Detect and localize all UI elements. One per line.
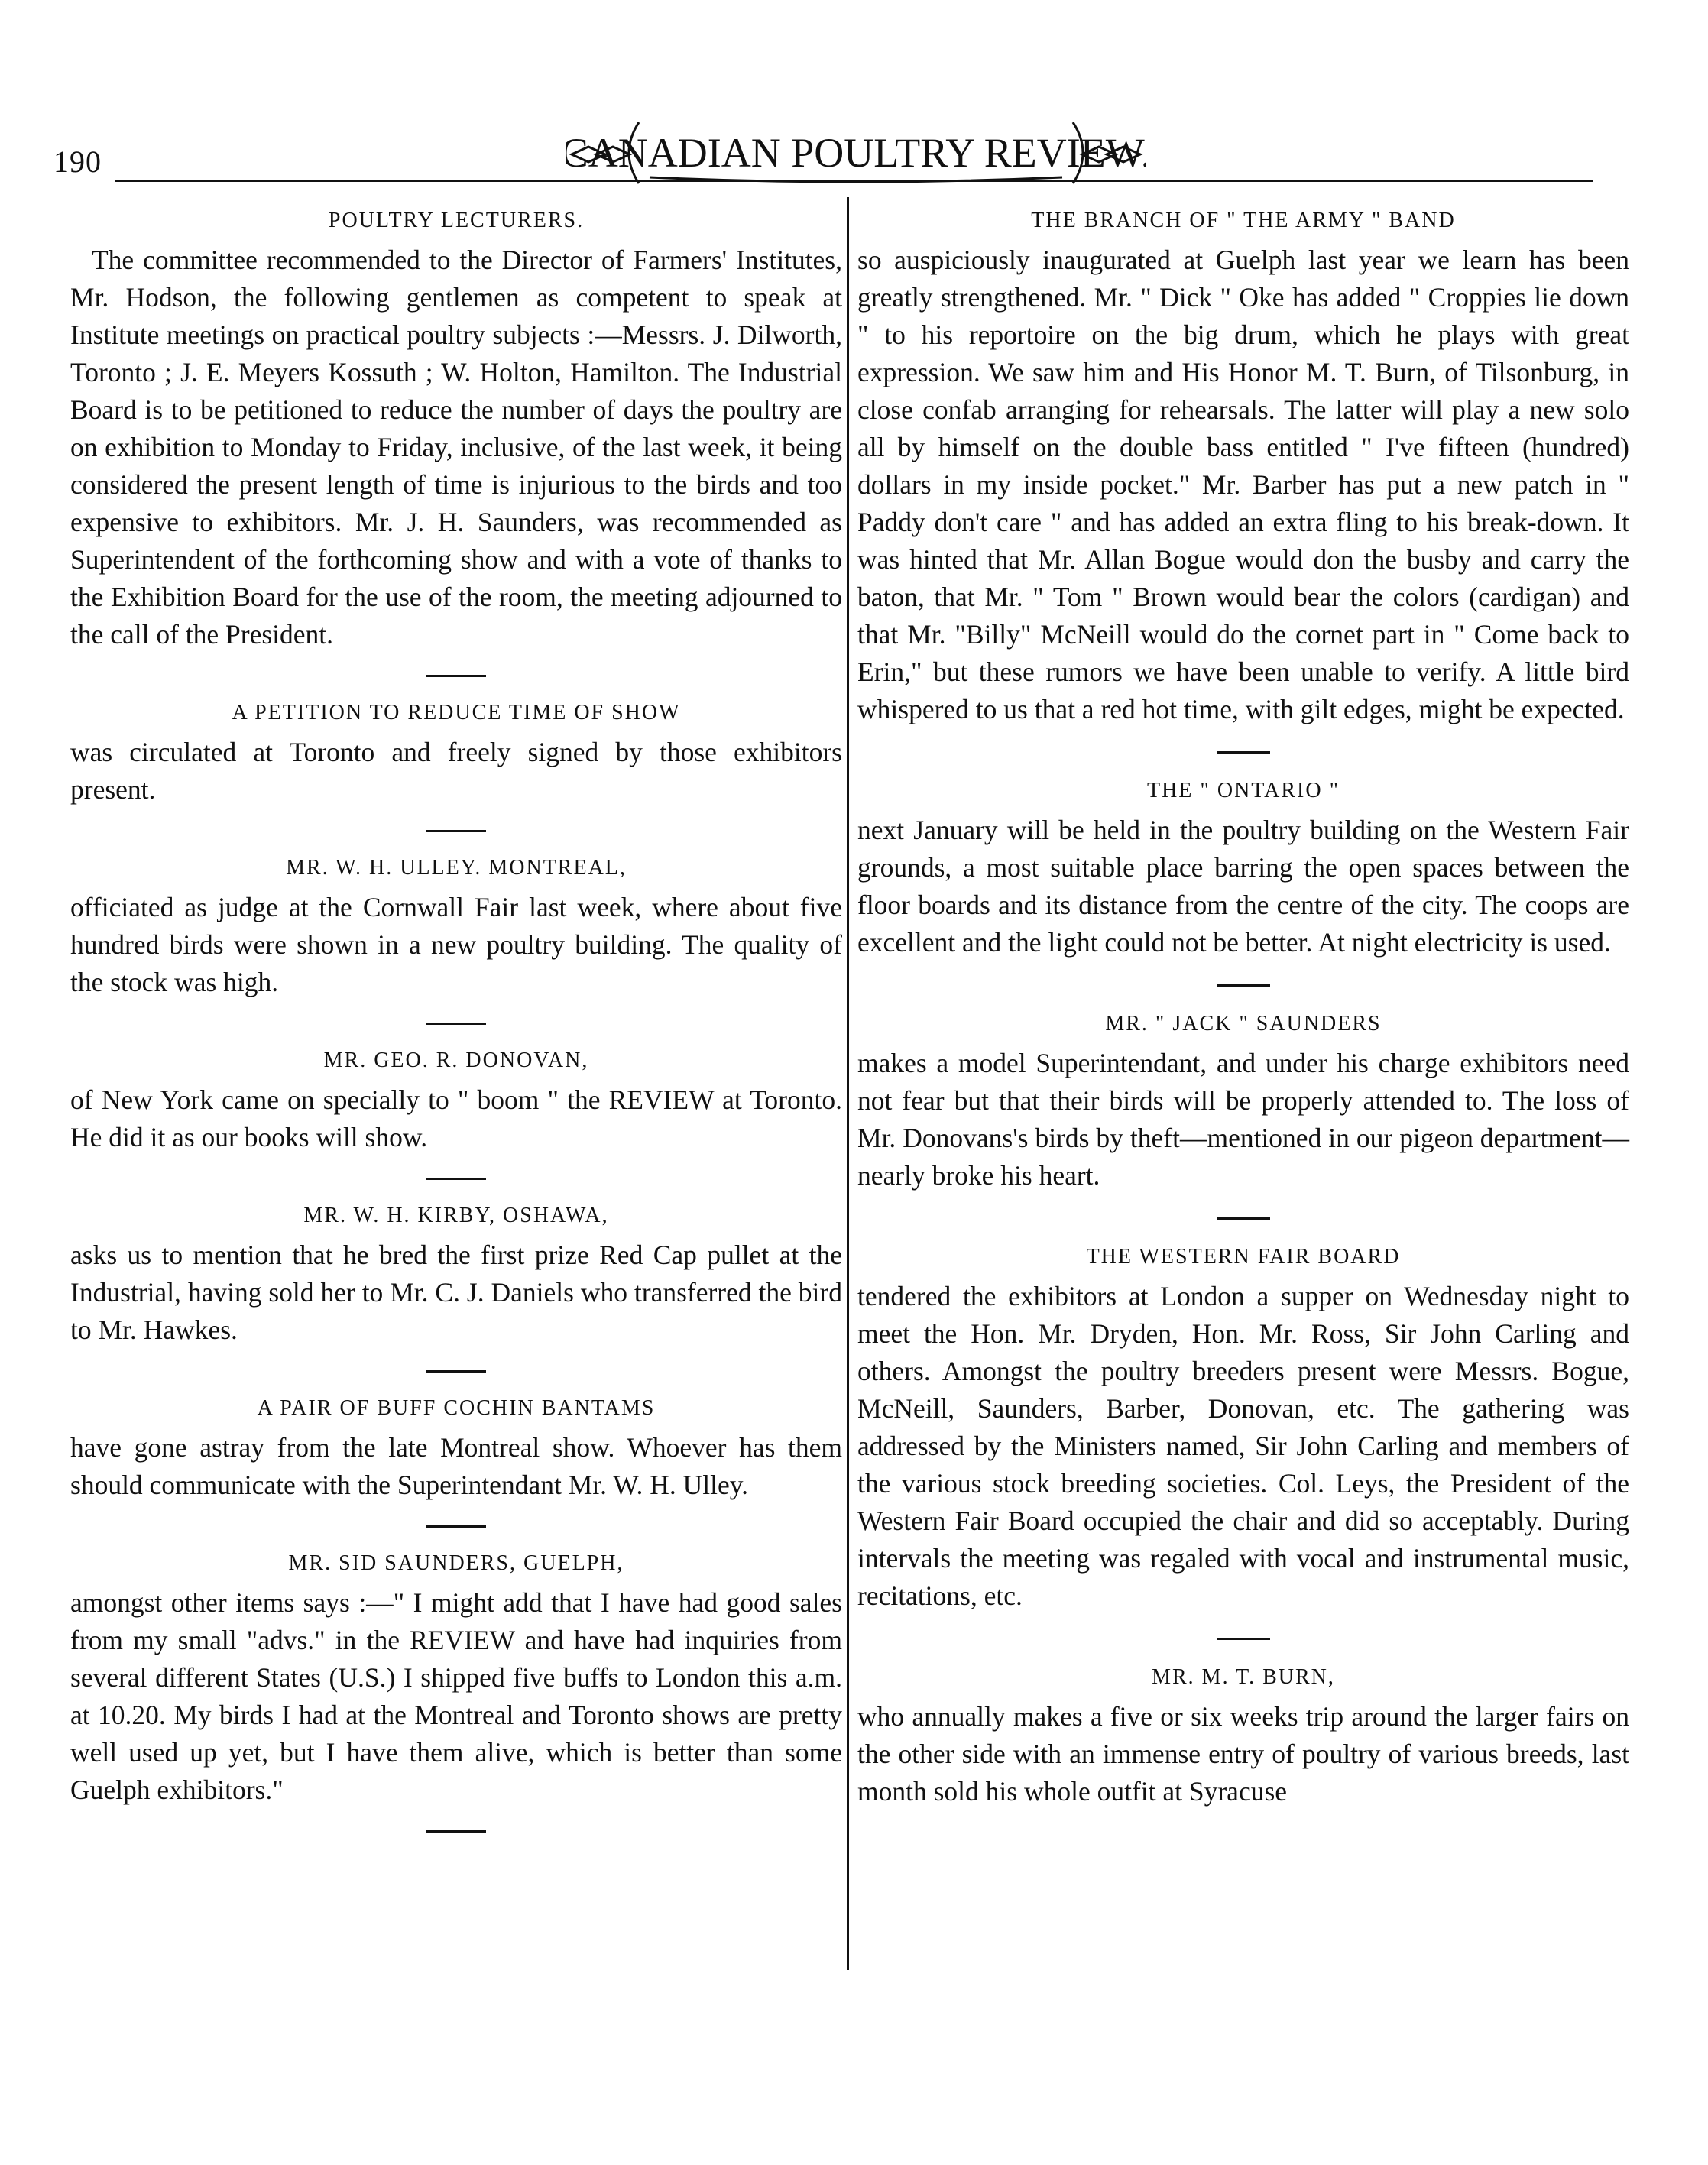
article-heading: MR. GEO. R. DONOVAN,	[323, 1048, 589, 1072]
section-rule	[1217, 1217, 1270, 1220]
article-ontario	[857, 776, 1629, 961]
section-rule	[426, 675, 486, 677]
article-body: next January will be held in the poultry building on the Western Fair grounds, a most suitable place barring the open spaces between the floor boards and its distance from the centre of the city. The coops are excellent and the light could not be better. At night electricity is used.	[857, 815, 1629, 958]
article-poultry-lecturers	[70, 206, 842, 653]
article-body: makes a model Superintendant, and under his charge exhibitors need not fear but that their birds will be properly attended to. The loss of Mr. Donovans's birds by theft—mentioned in our pigeon department—nearly broke his heart.	[857, 1048, 1629, 1191]
article-army-band	[857, 206, 1629, 728]
article-heading: A PAIR OF BUFF COCHIN BANTAMS	[257, 1396, 656, 1420]
masthead-logo	[566, 107, 1146, 191]
article-heading: MR. W. H. ULLEY. MONTREAL,	[286, 856, 627, 880]
article-heading: THE WESTERN FAIR BOARD	[1086, 1245, 1401, 1269]
article-ulley	[70, 854, 842, 1001]
section-rule	[426, 1178, 486, 1180]
section-rule	[1217, 984, 1270, 987]
article-body: was circulated at Toronto and freely signed by those exhibitors present.	[70, 737, 842, 805]
article-body: officiated as judge at the Cornwall Fair last week, where about five hundred birds were shown in a new poultry building. The quality of the stock was high.	[70, 892, 842, 997]
left-column	[70, 206, 842, 1854]
article-heading: THE " ONTARIO "	[1146, 779, 1340, 802]
article-jack-saunders	[857, 1010, 1629, 1194]
article-body: who annually makes a five or six weeks trip around the larger fairs on the other side with an immense entry of poultry of various breeds, last month sold his whole outfit at Syracuse	[857, 1701, 1629, 1807]
article-body: of New York came on specially to " boom " the REVIEW at Toronto. He did it as our books will show.	[70, 1084, 842, 1152]
article-body: amongst other items says :—" I might add that I have had good sales from my small "advs." in the REVIEW and have had inquiries from several different States (U.S.) I shipped five buffs to London this a.m. at 10.20. My birds I had at the Montreal and Toronto shows are pretty well used up yet, but I have them alive, which is better than some Guelph exhibitors."	[70, 1587, 842, 1805]
article-heading: MR. W. H. KIRBY, OSHAWA,	[303, 1204, 609, 1227]
page-number: 190	[53, 144, 102, 179]
article-body: tendered the exhibitors at London a supper on Wednesday night to meet the Hon. Mr. Dryden, Hon. Mr. Ross, Sir John Carling and others. Amongst the poultry breeders present were Messrs. Bogue, McNeill, Saunders, Barber, Donovan, etc. The gathering was addressed by the Ministers named, Sir John Carling and members of the various stock breeding societies. Col. Leys, the President of the Western Fair Board occupied the chair and did so acceptably. During intervals the meeting was regaled with vocal and instrumental music, recitations, etc.	[857, 1281, 1629, 1611]
right-column	[857, 206, 1629, 1810]
article-body: The committee recommended to the Director of Farmers' Institutes, Mr. Hodson, the following gentlemen as competent to speak at Institute meetings on practical poultry subjects :—Messrs. J. Dilworth, Toronto ; J. E. Meyers Kossuth ; W. Holton, Hamilton. The Industrial Board is to be petitioned to reduce the number of days the poultry are on exhibition to Monday to Friday, inclusive, of the last week, it being considered the present length of time is injurious to the birds and too expensive to exhibitors. Mr. J. H. Saunders, was recommended as Superintendent of the forthcoming show and with a vote of thanks to the Exhibition Board for the use of the room, the meeting adjourned to the call of the President.	[70, 245, 842, 650]
section-rule	[426, 1830, 486, 1833]
masthead-title: CANADIAN POULTRY REVIEW.	[566, 130, 1146, 176]
article-donovan	[70, 1046, 842, 1156]
article-heading: MR. SID SAUNDERS, GUELPH,	[288, 1551, 624, 1575]
section-rule	[426, 1023, 486, 1025]
column-divider	[847, 197, 849, 1970]
article-kirby	[70, 1201, 842, 1349]
article-body: asks us to mention that he bred the first prize Red Cap pullet at the Industrial, having sold her to Mr. C. J. Daniels who transferred the bird to Mr. Hawkes.	[70, 1240, 842, 1345]
article-body: have gone astray from the late Montreal show. Whoever has them should communicate with the Superintendant Mr. W. H. Ulley.	[70, 1432, 842, 1500]
section-rule	[426, 830, 486, 832]
section-rule	[426, 1370, 486, 1373]
article-burn	[857, 1663, 1629, 1810]
article-sid-saunders	[70, 1549, 842, 1809]
header-rule	[115, 180, 1593, 182]
article-petition	[70, 698, 842, 809]
article-heading: MR. M. T. BURN,	[1152, 1665, 1335, 1689]
section-rule	[1217, 751, 1270, 754]
article-heading: A PETITION TO REDUCE TIME OF SHOW	[232, 701, 681, 724]
section-rule	[426, 1525, 486, 1528]
article-buff-cochin	[70, 1394, 842, 1504]
article-heading: THE BRANCH OF " THE ARMY " BAND	[1031, 209, 1456, 232]
section-rule	[1217, 1638, 1270, 1640]
article-heading: MR. " JACK " SAUNDERS	[1105, 1012, 1382, 1036]
article-body: so auspiciously inaugurated at Guelph last year we learn has been greatly strengthened. Mr. " Dick " Oke has added " Croppies lie down " to his reportoire on the big drum, which he plays with great expression. We saw him and His Honor M. T. Burn, of Tilsonburg, in close confab arranging for rehearsals. The latter will play a new solo all by himself on the double bass entitled " I've fifteen (hundred) dollars in my inside pocket." Mr. Barber has put a new patch in " Paddy don't care " and has added an extra fling to his break-down. It was hinted that Mr. Allan Bogue would don the busby and carry the baton, that Mr. " Tom " Brown would bear the colors (cardigan) and that Mr. "Billy" McNeill would do the cornet part in " Come back to Erin," but these rumors we have been unable to verify. A little bird whispered to us that a red hot time, with gilt edges, might be expected.	[857, 245, 1629, 724]
article-heading: POULTRY LECTURERS.	[328, 209, 585, 232]
article-western-fair-board	[857, 1243, 1629, 1615]
